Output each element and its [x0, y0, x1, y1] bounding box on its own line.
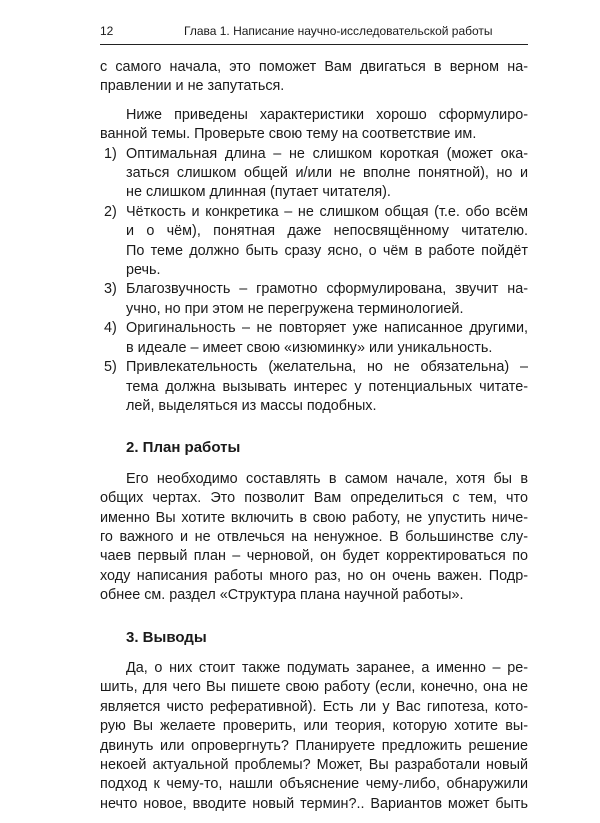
- text-line: заться слишком общей и/или не вполне понятной), но и: [126, 165, 528, 182]
- text-line: го важного и не отвлечься на ненужное. В большинстве слу-: [100, 528, 528, 545]
- section-heading-plan: 2. План работы: [126, 439, 241, 457]
- text-line: Да, о них стоит также подумать заранее, а именно – ре-: [126, 659, 528, 676]
- text-line: нечто новое, вводите новый термин?.. Вариантов может быть: [100, 795, 528, 812]
- text-line: чаев первый план – черновой, он будет корректироваться по: [100, 548, 528, 565]
- text-line: некоей актуальной проблемы? Может, Вы разработали новый: [100, 757, 528, 773]
- intro-paragraph: [100, 58, 528, 97]
- plan-paragraph: [100, 470, 528, 606]
- text-line: ванной темы. Проверьте свою тему на соответствие им.: [100, 126, 477, 143]
- text-line: обнее см. раздел «Структура плана научной работы».: [100, 587, 464, 604]
- text-line: двинуть или опровергнуть? Планируете предложить решение: [100, 737, 528, 754]
- text-line: правлении и не запутаться.: [100, 78, 285, 95]
- text-line: подход к чему-то, нашли объяснение чему-либо, обнаружили: [100, 776, 528, 793]
- list-item: [104, 319, 528, 358]
- list-item: [104, 280, 528, 319]
- list-item-number: 5): [104, 359, 117, 376]
- text-line: лей, выделяться из массы подобных.: [126, 397, 377, 414]
- text-line: По теме должно быть сразу ясно, о чём в работе пойдёт: [126, 242, 528, 259]
- text-line: Оригинальность – не повторяет уже написанное другими,: [126, 320, 528, 337]
- text-line: Оптимальная длина – не слишком короткая (может ока-: [126, 145, 528, 162]
- text-line: рую Вы желаете проверить, или теория, которую хотите вы-: [100, 718, 528, 735]
- text-line: учно, но при этом не перегружена терминологией.: [126, 300, 464, 317]
- text-line: Привлекательность (желательна, но не обязательна) –: [126, 359, 528, 376]
- text-line: Его необходимо составлять в самом начале, хотя бы в: [126, 470, 528, 487]
- running-head-title: Глава 1. Написание научно-исследовательской работы: [184, 24, 493, 38]
- list-item: [104, 203, 528, 281]
- text-line: ходу написания работы много раз, но он очень важен. Подр-: [100, 567, 528, 584]
- list-item: [104, 358, 528, 416]
- list-item-number: 4): [104, 320, 117, 337]
- text-line: в идеале – имеет свою «изюминку» или уникальность.: [126, 339, 493, 356]
- list-item: [104, 145, 528, 203]
- text-line: и о чём), понятная даже непосвящённому читателю.: [126, 223, 528, 240]
- text-line: не слишком длинная (путает читателя).: [126, 184, 391, 201]
- text-line: является чисто реферативной). Есть ли у Вас гипотеза, кото-: [100, 698, 528, 715]
- characteristics-list: [100, 145, 528, 417]
- conclusions-paragraph: [100, 659, 528, 814]
- list-item-number: 1): [104, 145, 117, 162]
- page-body: [100, 58, 528, 823]
- text-line: тема должна вызывать интерес у потенциальных читате-: [126, 378, 528, 395]
- characteristics-block: [100, 106, 528, 417]
- text-line: именно Вы хотите включить в свою работу, не упустить ниче-: [100, 509, 528, 526]
- running-header: [100, 22, 528, 45]
- text-line: Чёткость и конкретика – не слишком общая (т.е. обо всём: [126, 203, 528, 220]
- text-line: речь.: [126, 262, 161, 279]
- text-line: Ниже приведены характеристики хорошо сформулиро-: [126, 106, 528, 123]
- text-line: шить, для чего Вы пишете свою работу (если, конечно, она не: [100, 679, 528, 696]
- text-line: Благозвучность – грамотно сформулирована, звучит на-: [126, 281, 528, 298]
- page-number: 12: [100, 24, 114, 38]
- section-heading-conclusions: 3. Выводы: [126, 628, 207, 646]
- list-item-number: 2): [104, 203, 117, 220]
- text-line: общих чертах. Это позволит Вам определиться с тем, что: [100, 490, 528, 507]
- text-line: с самого начала, это поможет Вам двигаться в верном на-: [100, 59, 528, 75]
- list-item-number: 3): [104, 281, 117, 298]
